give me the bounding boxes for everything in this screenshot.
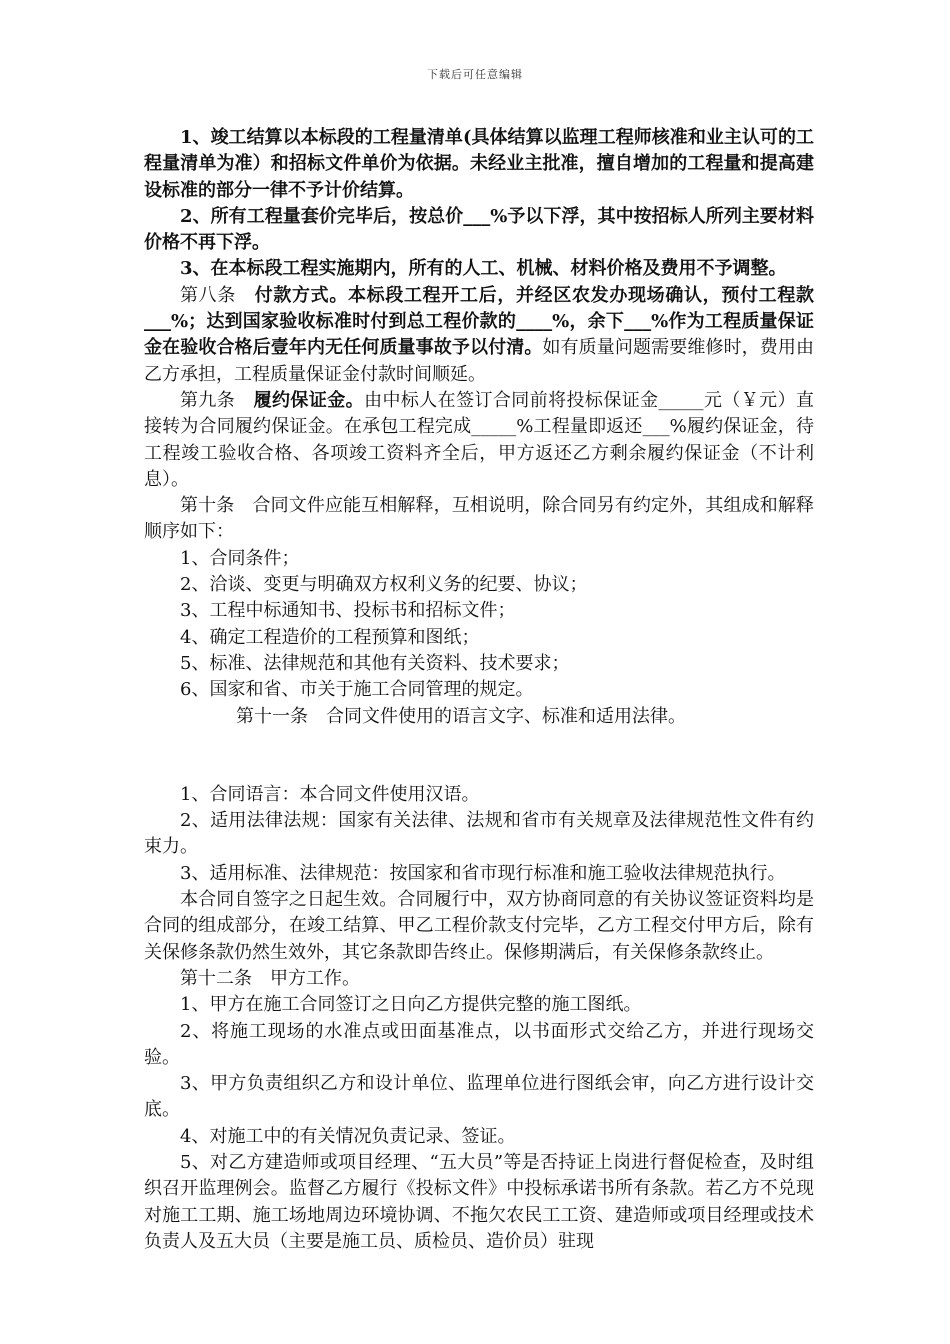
article-11: 第十一条 合同文件使用的语言文字、标准和适用法律。	[236, 705, 686, 727]
list-item: 4、确定工程造价的工程预算和图纸；	[180, 626, 480, 648]
article-9-text: 由中标人在签订合同前将投标保证金_____元（￥元）直接转为合同履约保证金。在承包工程完成_____%工程量即返还___%履约保证金，待工程竣工验收合格、各项竣工资料齐全后，甲方返还乙方剩余履约保证金（不计利息）。	[144, 389, 814, 490]
paragraph-settlement-1: 1、竣工结算以本标段的工程量清单(具体结算以监理工程师核准和业主认可的工程量清单为准）和招标文件单价为依据。未经业主批准，擅自增加的工程量和提高建设标准的部分一律不予计价结算。	[144, 127, 814, 201]
article-8	[144, 283, 814, 388]
article-9-bold-text: 履约保证金。	[253, 389, 365, 411]
article-8-heading: 第八条	[180, 284, 255, 306]
document-body	[144, 125, 814, 1255]
spacer	[144, 730, 814, 782]
article-12: 第十二条 甲方工作。	[180, 967, 360, 989]
article-8-text: 如有质量问题需要维修时，费用由乙方承担，工程质量保证金付款时间顺延。	[144, 337, 815, 385]
list-item: 3、适用标准、法律规范：按国家和省市现行标准和施工验收法律规范执行。	[180, 862, 786, 884]
article-10: 第十条 合同文件应能互相解释，互相说明，除合同另有约定外，其组成和解释顺序如下：	[144, 495, 814, 543]
paragraph-settlement-3: 3、在本标段工程实施期内，所有的人工、机械、材料价格及费用不予调整。	[180, 258, 787, 280]
list-item: 2、适用法律法规：国家有关法律、法规和省市有关规章及法律规范性文件有约束力。	[144, 810, 814, 858]
list-item: 5、对乙方建造师或项目经理、“五大员”等是否持证上岗进行督促检查，及时组织召开监理例会。监督乙方履行《投标文件》中投标承诺书所有条款。若乙方不兑现对施工工期、施工场地周边环境协调、不拖欠农民工工资、建造师或项目经理或技术负责人及五大员（主要是施工员、质检员、造价员）驻现	[144, 1151, 814, 1252]
article-9-heading: 第九条	[180, 389, 254, 411]
paragraph-settlement-2: 2、所有工程量套价完毕后，按总价___%予以下浮，其中按招标人所列主要材料价格不再下浮。	[144, 205, 814, 254]
list-item: 5、标准、法律规范和其他有关资料、技术要求；	[180, 652, 570, 674]
list-item: 6、国家和省、市关于施工合同管理的规定。	[180, 679, 534, 701]
article-8-bold-text: 付款方式。本标段工程开工后，并经区农发办现场确认，预付工程款___%；达到国家验收标准时付到总工程价款的____%，余下___%作为工程质量保证金在验收合格后壹年内无任何质量事故予以付清。	[144, 284, 815, 359]
list-item: 1、甲方在施工合同签订之日向乙方提供完整的施工图纸。	[180, 994, 642, 1016]
list-item: 2、将施工现场的水准点或田面基准点，以书面形式交给乙方，并进行现场交验。	[144, 1020, 814, 1068]
page-header: 下载后可任意编辑	[427, 68, 523, 81]
article-9	[144, 388, 814, 493]
list-item: 2、洽谈、变更与明确双方权利义务的纪要、协议；	[180, 574, 588, 596]
list-item: 4、对施工中的有关情况负责记录、签证。	[180, 1125, 516, 1147]
paragraph-effective: 本合同自签字之日起生效。合同履行中，双方协商同意的有关协议签证资料均是合同的组成部分，在竣工结算、甲乙工程价款支付完毕，乙方工程交付甲方后，除有关保修条款仍然生效外，其它条款即告终止。保修期满后，有关保修条款终止。	[144, 889, 814, 963]
list-item: 1、合同条件；	[180, 547, 300, 569]
list-item: 1、合同语言：本合同文件使用汉语。	[180, 783, 480, 805]
list-item: 3、甲方负责组织乙方和设计单位、监理单位进行图纸会审，向乙方进行设计交底。	[144, 1073, 814, 1121]
list-item: 3、工程中标通知书、投标书和招标文件；	[180, 600, 516, 622]
